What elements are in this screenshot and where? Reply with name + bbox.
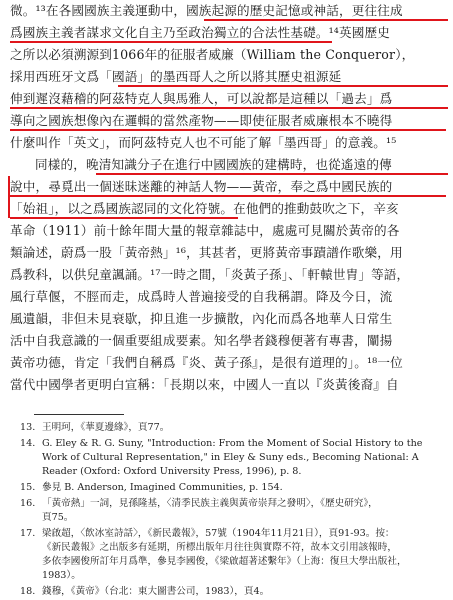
footnote bbox=[20, 437, 448, 451]
highlight-bracket bbox=[8, 176, 10, 218]
paragraph-line: 伸到遲沒藉稽的阿茲特克人與馬雅人，可以說都是這種以「過去」爲 bbox=[10, 91, 393, 106]
highlight-underline bbox=[96, 173, 448, 175]
highlight-underline bbox=[10, 107, 448, 109]
paragraph-line: 當代中國學者更明白宣稱：「長期以來，中國人一直以『炎黃後裔』自 bbox=[10, 377, 399, 392]
footnote-text: 1983）。 bbox=[42, 570, 81, 581]
footnote-divider bbox=[34, 414, 124, 415]
footnote-text: Work of Cultural Representation," in Eley & Suny eds., Becoming National: A bbox=[42, 452, 419, 463]
footnote-number: 14. bbox=[20, 438, 36, 449]
highlight-underline bbox=[10, 217, 238, 219]
footnote-text: 梁啟超，〈飲冰室詩話〉，《新民叢報》，57號（1904年11月21日），頁91-93。按： bbox=[42, 528, 395, 539]
footnote-text: 「黃帝熱」一詞，見孫隆基，〈清季民族主義與黃帝崇拜之發明〉，《歷史研究》， bbox=[42, 498, 378, 509]
paragraph-line: 說中，尋覓出一個迷昧迷離的神話人物——黃帝，奉之爲中國民族的 bbox=[10, 179, 393, 194]
paragraph-line: 採用西班牙文爲「國語」的墨西哥人之所以將其歷史祖源延 bbox=[10, 69, 342, 84]
footnote-text: 《新民叢報》之出版多有延期，所標出版年月往往與實際不符，故本文引用該報時， bbox=[42, 542, 397, 553]
paragraph-line: 「始祖」，以之爲國族認同的文化符號。在他們的推動鼓吹之下，辛亥 bbox=[10, 201, 399, 216]
footnote bbox=[20, 481, 448, 495]
paragraph-line: 風行草偃，不脛而走，成爲時人普遍接受的自我稱謂。降及今日，流 bbox=[10, 289, 393, 304]
paragraph-line: 同樣的，晚清知識分子在進行中國國族的建構時，也從遙遠的傳 bbox=[35, 157, 392, 172]
footnote-text: 頁75。 bbox=[42, 512, 74, 523]
paragraph-line: 風遺韻，非但未見衰歇，抑且進一步擴散，內化而爲各地華人日常生 bbox=[10, 311, 393, 326]
paragraph-line: 活中自我意識的一個重要組成要素。知名學者錢穆便著有專書，闡揚 bbox=[10, 333, 393, 348]
footnote-text: 參見 B. Anderson, Imagined Communities, p. 154. bbox=[42, 482, 283, 493]
highlight-underline bbox=[10, 41, 332, 43]
highlight-underline bbox=[10, 129, 446, 131]
paragraph-line: 之所以必須溯源到1066年的征服者威廉（William the Conqueror）， bbox=[10, 47, 415, 62]
paragraph-line: 微。¹³在各國國族主義運動中，國族起源的歷史記憶或神話，更往往成 bbox=[10, 3, 403, 18]
footnote-text: Reader (Oxford: Oxford University Press, 1996), p. 8. bbox=[42, 466, 302, 477]
paragraph-line: 類論述，蔚爲一股「黃帝熱」¹⁶，其甚者，更將黃帝事蹟譜作歌樂，用 bbox=[10, 245, 403, 260]
paragraph-line: 爲教科，以供兒童諷誦。¹⁷一時之間，「炎黃子孫」、「軒轅世胄」等語， bbox=[10, 267, 410, 282]
footnote-text: 錢穆，《黃帝》（台北：東大圖書公司，1983），頁4。 bbox=[42, 586, 270, 597]
footnote-number: 16. bbox=[20, 498, 36, 509]
highlight-underline bbox=[118, 85, 448, 87]
footnote bbox=[20, 421, 448, 435]
paragraph-line: 爲國族主義者謀求文化自主乃至政治獨立的合法性基礎。¹⁴英國歷史 bbox=[10, 25, 390, 40]
footnote bbox=[20, 585, 448, 599]
footnote bbox=[20, 527, 448, 541]
footnote-text: G. Eley & R. G. Suny, "Introduction: From the Moment of Social History to the bbox=[42, 438, 423, 449]
footnote bbox=[20, 497, 448, 511]
highlight-underline bbox=[8, 195, 446, 197]
footnote-number: 13. bbox=[20, 422, 36, 433]
paragraph-line: 革命（1911）前十餘年間大量的報章雜誌中，處處可見關於黃帝的各 bbox=[10, 223, 400, 238]
footnote-number: 17. bbox=[20, 528, 36, 539]
footnote-number: 18. bbox=[20, 586, 36, 597]
paragraph-line: 黃帝功德，肯定「我們自稱爲『炎、黃子孫』，是很有道理的」。¹⁸一位 bbox=[10, 355, 403, 370]
highlight-underline bbox=[204, 19, 448, 21]
footnote-text: 王明珂，《華夏邊緣》，頁77。 bbox=[42, 422, 170, 433]
paragraph-line: 導向之國族想像內在邏輯的當然產物——即使征服者威廉根本不曉得 bbox=[10, 113, 393, 128]
footnote-text: 多依李國俊所訂年月爲準，參見李國俊，《梁啟超著述繫年》（上海：復旦大學出版社， bbox=[42, 556, 407, 567]
paragraph-line: 什麼叫作「英文」，而阿茲特克人也不可能了解「墨西哥」的意義。¹⁵ bbox=[10, 135, 397, 150]
footnote-number: 15. bbox=[20, 482, 36, 493]
